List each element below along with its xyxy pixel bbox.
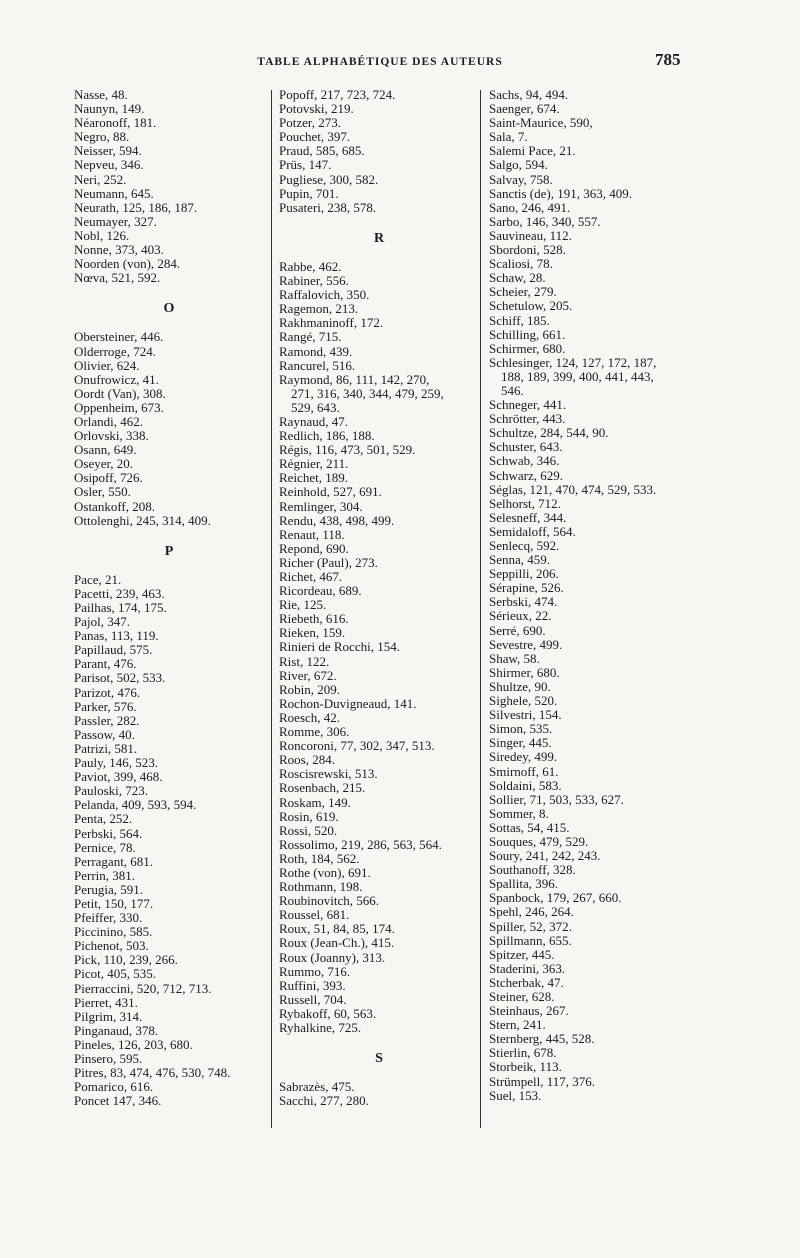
index-entry: Roth, 184, 562.	[279, 850, 360, 866]
index-entry: Renaut, 118.	[279, 526, 345, 542]
index-entry: Spehl, 246, 264.	[489, 904, 574, 920]
index-entry: Riebeth, 616.	[279, 611, 349, 627]
index-entry: Soldaini, 583.	[489, 777, 562, 793]
index-entry: Roesch, 42.	[279, 709, 341, 725]
index-entry: Ryhalkine, 725.	[279, 1020, 362, 1035]
index-entry: Rabbe, 462.	[279, 258, 342, 274]
index-entry: Oseyer, 20.	[74, 456, 134, 472]
index-entry: Ottolenghi, 245, 314, 409.	[74, 512, 211, 528]
index-entry: Schiff, 185.	[489, 312, 550, 328]
index-entry: Rieken, 159.	[279, 625, 346, 641]
index-entry: Sachs, 94, 494.	[489, 87, 569, 102]
index-entry: Schneger, 441.	[489, 397, 567, 413]
index-entry: Pick, 110, 239, 266.	[74, 952, 178, 968]
index-entry: Patrizi, 581.	[74, 740, 138, 756]
page-number: 785	[655, 50, 681, 69]
index-entry: 271, 316, 340, 344, 479, 259,	[291, 385, 444, 401]
index-entry: Olderroge, 724.	[74, 343, 156, 359]
index-entry: Ramond, 439.	[279, 343, 353, 359]
index-entry: Naunyn, 149.	[74, 101, 145, 117]
index-entry: Schilling, 661.	[489, 326, 566, 342]
index-entry: Senlecq, 592.	[489, 538, 560, 553]
index-entry: Sacchi, 277, 280.	[279, 1093, 369, 1109]
index-entry: Steinhaus, 267.	[489, 1003, 569, 1019]
section-heading-r: R	[373, 230, 385, 246]
index-entry: Ostankoff, 208.	[74, 498, 156, 514]
index-entry: Raffalovich, 350.	[279, 287, 370, 303]
section-heading-p: P	[164, 543, 174, 559]
index-entry: Pacetti, 239, 463.	[74, 585, 165, 601]
index-entry: Stierlin, 678.	[489, 1045, 557, 1061]
index-entry: Pace, 21.	[74, 571, 122, 587]
index-entry: Rie, 125.	[279, 597, 327, 613]
index-entry: Passow, 40.	[74, 726, 135, 742]
index-entry: Rothmann, 198.	[279, 879, 363, 895]
index-entry: Redlich, 186, 188.	[279, 428, 375, 444]
index-entry: Pineles, 126, 203, 680.	[74, 1036, 193, 1052]
entries-p	[74, 573, 264, 1109]
index-entry: Spitzer, 445.	[489, 946, 555, 962]
index-entry: Reichet, 189.	[279, 470, 348, 486]
index-entry: Pichenot, 503.	[74, 938, 149, 954]
index-entry: 529, 643.	[291, 399, 340, 415]
index-entry: Pinganaud, 378.	[74, 1022, 159, 1038]
index-entry: Pusateri, 238, 578.	[279, 199, 377, 215]
index-entry: Rothe (von), 691.	[279, 864, 371, 880]
index-entry: Praud, 585, 685.	[279, 143, 365, 159]
index-entry: Neumann, 645.	[74, 185, 154, 201]
index-entry: Repond, 690.	[279, 540, 349, 556]
index-entry: Roux, 51, 84, 85, 174.	[279, 921, 395, 937]
entries-s-cont	[489, 88, 704, 1103]
index-entry: Rist, 122.	[279, 653, 330, 669]
index-entry: Pajol, 347.	[74, 614, 130, 630]
index-entry: Rosenbach, 215.	[279, 780, 366, 796]
index-entry: Picot, 405, 535.	[74, 966, 156, 982]
index-entry: Orlovski, 338.	[74, 428, 149, 444]
index-entry: Pfeiffer, 330.	[74, 910, 143, 926]
index-entry: Robin, 209.	[279, 681, 341, 697]
index-entry: Schetulow, 205.	[489, 298, 573, 314]
running-header: TABLE ALPHABÉTIQUE DES AUTEURS	[257, 56, 503, 68]
index-entry: Osipoff, 726.	[74, 470, 143, 486]
index-entry: Rangé, 715.	[279, 329, 342, 345]
index-entry: Pierret, 431.	[74, 994, 138, 1010]
index-entry: Séglas, 121, 470, 474, 529, 533.	[489, 481, 657, 497]
index-entry: Shaw, 58.	[489, 650, 540, 666]
index-entry: Oordt (Van), 308.	[74, 385, 166, 401]
index-entry: Shultze, 90.	[489, 678, 551, 694]
index-entry: Schultze, 284, 544, 90.	[489, 425, 609, 441]
index-entry: Rendu, 438, 498, 499.	[279, 512, 395, 528]
index-entry: Nœva, 521, 592.	[74, 270, 161, 286]
index-entry: Siredey, 499.	[489, 749, 558, 765]
index-entry: Spanbock, 179, 267, 660.	[489, 890, 622, 906]
index-entry: Rossi, 520.	[279, 822, 338, 838]
index-entry: Pupin, 701.	[279, 185, 339, 201]
index-entry: Salvay, 758.	[489, 171, 553, 187]
index-entry: Sérapine, 526.	[489, 580, 564, 596]
index-entry: Neisser, 594.	[74, 143, 142, 159]
index-entry: Pugliese, 300, 582.	[279, 171, 379, 187]
index-entry: Schuster, 643.	[489, 439, 563, 455]
index-entry: Scaliosi, 78.	[489, 256, 553, 272]
index-entry: Piccinino, 585.	[74, 924, 153, 940]
index-entry: Ragemon, 213.	[279, 301, 359, 317]
index-entry: Perbski, 564.	[74, 825, 143, 841]
index-entry: Semidaloff, 564.	[489, 523, 576, 539]
index-entry: Sternberg, 445, 528.	[489, 1031, 595, 1047]
index-entry: Scheier, 279.	[489, 284, 557, 300]
index-entry: Pailhas, 174, 175.	[74, 600, 167, 615]
index-entry: Selesneff, 344.	[489, 509, 567, 525]
index-entry: Richer (Paul), 273.	[279, 554, 378, 570]
index-entry: Pauly, 146, 523.	[74, 755, 159, 771]
index-entry: Obersteiner, 446.	[74, 329, 164, 345]
index-entry: Singer, 445.	[489, 735, 552, 751]
index-entry: Soury, 241, 242, 243.	[489, 848, 601, 864]
index-entry: Néaronoff, 181.	[74, 115, 157, 131]
index-entry: Potzer, 273.	[279, 115, 341, 131]
index-entry: Steiner, 628.	[489, 989, 555, 1004]
index-entry: Staderini, 363.	[489, 960, 566, 976]
index-entry: Perragant, 681.	[74, 853, 154, 869]
index-entry: Sabrazès, 475.	[279, 1079, 355, 1095]
index-entry: Schwarz, 629.	[489, 467, 564, 483]
index-entry: Panas, 113, 119.	[74, 628, 159, 644]
index-entry: Stcherbak, 47.	[489, 974, 564, 990]
column-divider	[480, 90, 481, 1128]
index-entry: 546.	[501, 382, 524, 398]
index-entry: Neumayer, 327.	[74, 213, 157, 229]
index-entry: Salemi Pace, 21.	[489, 143, 576, 159]
index-entry: Olivier, 624.	[74, 357, 140, 373]
index-entry: Reinhold, 527, 691.	[279, 484, 382, 500]
index-entry: Schrötter, 443.	[489, 411, 566, 427]
index-entry: Silvestri, 154.	[489, 707, 562, 723]
index-entry: Sarbo, 146, 340, 557.	[489, 213, 601, 229]
index-entry: Suel, 153.	[489, 1087, 542, 1103]
index-entry: Prüs, 147.	[279, 157, 332, 173]
index-entry: Russell, 704.	[279, 991, 347, 1007]
entries-o	[74, 330, 264, 527]
index-entry: Saenger, 674.	[489, 101, 560, 117]
index-entry: Spallita, 396.	[489, 876, 558, 892]
index-entry: Rancurel, 516.	[279, 357, 356, 373]
index-column-2	[279, 88, 479, 1108]
index-entry: Neurath, 125, 186, 187.	[74, 199, 198, 215]
index-entry: Roncoroni, 77, 302, 347, 513.	[279, 738, 435, 754]
index-entry: Stern, 241.	[489, 1017, 546, 1033]
index-entry: Oppenheim, 673.	[74, 399, 164, 415]
section-heading-s: S	[375, 1051, 383, 1067]
index-entry: Perugia, 591.	[74, 881, 143, 897]
index-entry: Sbordoni, 528.	[489, 242, 566, 258]
index-column-1	[74, 88, 264, 1108]
index-entry: Serbski, 474.	[489, 594, 558, 610]
index-entry: Roskam, 149.	[279, 794, 351, 810]
index-entry: Schwab, 346.	[489, 453, 560, 469]
index-entry: Negro, 88.	[74, 129, 130, 145]
entries-s	[279, 1080, 479, 1108]
index-entry: Souques, 479, 529.	[489, 833, 589, 849]
index-entry: Richet, 467.	[279, 569, 343, 584]
index-entry: Potovski, 219.	[279, 101, 354, 117]
index-entry: Sommer, 8.	[489, 805, 549, 821]
index-entry: Sauvineau, 112.	[489, 227, 572, 243]
index-entry: Schaw, 28.	[489, 270, 546, 286]
entries-n	[74, 88, 264, 285]
index-entry: Paviot, 399, 468.	[74, 769, 163, 785]
index-entry: Pouchet, 397.	[279, 129, 351, 145]
index-entry: Nasse, 48.	[74, 87, 128, 102]
index-entry: Rummo, 716.	[279, 963, 351, 979]
index-entry: Nonne, 373, 403.	[74, 242, 164, 258]
index-entry: Parant, 476.	[74, 656, 137, 672]
index-entry: Roscisrewski, 513.	[279, 766, 378, 782]
index-entry: Osler, 550.	[74, 484, 131, 500]
index-entry: Sanctis (de), 191, 363, 409.	[489, 185, 632, 201]
index-entry: Sollier, 71, 503, 533, 627.	[489, 791, 624, 807]
index-entry: Parizot, 476.	[74, 684, 141, 700]
index-entry: Neri, 252.	[74, 171, 127, 187]
index-entry: Serré, 690.	[489, 622, 546, 638]
index-entry: Saint-Maurice, 590,	[489, 115, 593, 131]
index-entry: Rochon-Duvigneaud, 141.	[279, 695, 417, 711]
index-entry: Roussel, 681.	[279, 907, 350, 923]
section-heading-o: O	[163, 301, 175, 317]
index-entry: Osann, 649.	[74, 442, 137, 458]
index-entry: Raynaud, 47.	[279, 413, 348, 429]
index-entry: Remlinger, 304.	[279, 498, 363, 514]
index-entry: Sevestre, 499.	[489, 636, 563, 652]
index-entry: Papillaud, 575.	[74, 642, 153, 658]
index-entry: Southanoff, 328.	[489, 862, 576, 878]
index-entry: Schlesinger, 124, 127, 172, 187,	[489, 354, 657, 370]
index-entry: Roux (Joanny), 313.	[279, 949, 386, 965]
index-entry: Senna, 459.	[489, 552, 551, 568]
index-entry: Smirnoff, 61.	[489, 763, 559, 779]
index-entry: Roubinovitch, 566.	[279, 893, 380, 909]
index-entry: Rakhmaninoff, 172.	[279, 315, 384, 331]
index-entry: Rabiner, 556.	[279, 273, 349, 289]
index-entry: Onufrowicz, 41.	[74, 371, 159, 387]
index-entry: Seppilli, 206.	[489, 566, 559, 582]
index-entry: Perrin, 381.	[74, 867, 136, 883]
index-entry: Popoff, 217, 723, 724.	[279, 87, 396, 102]
entries-p-cont	[279, 88, 479, 215]
index-entry: Shirmer, 680.	[489, 664, 560, 680]
index-entry: Spillmann, 655.	[489, 932, 572, 948]
column-divider	[271, 90, 272, 1128]
index-entry: Rybakoff, 60, 563.	[279, 1005, 377, 1021]
index-entry: Pelanda, 409, 593, 594.	[74, 797, 197, 813]
index-entry: Nepveu, 346.	[74, 157, 144, 173]
entries-r	[279, 260, 479, 1035]
index-entry: Rosin, 619.	[279, 808, 339, 824]
index-entry: 188, 189, 399, 400, 441, 443,	[501, 368, 654, 384]
index-entry: Pierraccini, 520, 712, 713.	[74, 980, 212, 996]
index-entry: Parisot, 502, 533.	[74, 670, 166, 686]
index-entry: Schirmer, 680.	[489, 340, 566, 356]
index-entry: Pernice, 78.	[74, 839, 136, 855]
index-entry: Sérieux, 22.	[489, 608, 552, 624]
index-entry: Nobl, 126.	[74, 227, 130, 243]
index-entry: Spiller, 52, 372.	[489, 918, 572, 934]
index-entry: Sano, 246, 491.	[489, 199, 571, 215]
index-entry: Noorden (von), 284.	[74, 256, 181, 272]
index-entry: Roos, 284.	[279, 752, 335, 768]
index-entry: Simon, 535.	[489, 721, 553, 737]
index-entry: Pauloski, 723.	[74, 783, 149, 799]
index-entry: Romme, 306.	[279, 724, 350, 740]
index-entry: Selhorst, 712.	[489, 495, 561, 511]
index-entry: Petit, 150, 177.	[74, 895, 154, 911]
index-entry: Ruffini, 393.	[279, 977, 346, 993]
index-entry: Roux (Jean-Ch.), 415.	[279, 935, 395, 951]
index-entry: Pinsero, 595.	[74, 1051, 143, 1066]
index-entry: River, 672.	[279, 667, 337, 683]
index-entry: Poncet 147, 346.	[74, 1093, 162, 1109]
index-entry: Ricordeau, 689.	[279, 583, 362, 599]
index-entry: Pilgrim, 314.	[74, 1008, 143, 1024]
index-entry: Raymond, 86, 111, 142, 270,	[279, 371, 430, 387]
index-entry: Storbeik, 113.	[489, 1059, 562, 1075]
index-entry: Passler, 282.	[74, 712, 140, 728]
index-entry: Régnier, 211.	[279, 456, 349, 472]
index-entry: Régis, 116, 473, 501, 529.	[279, 442, 416, 458]
index-entry: Salgo, 594.	[489, 157, 548, 173]
index-entry: Rossolimo, 219, 286, 563, 564.	[279, 836, 442, 852]
index-entry: Sottas, 54, 415.	[489, 819, 570, 835]
index-entry: Sighele, 520.	[489, 693, 558, 709]
index-entry: Orlandi, 462.	[74, 413, 143, 429]
index-column-3	[489, 88, 704, 1103]
index-entry: Rinieri de Rocchi, 154.	[279, 639, 400, 655]
index-entry: Penta, 252.	[74, 811, 133, 827]
index-entry: Pitres, 83, 474, 476, 530, 748.	[74, 1065, 231, 1081]
index-entry: Parker, 576.	[74, 698, 137, 714]
index-entry: Pomarico, 616.	[74, 1079, 154, 1095]
index-entry: Sala, 7.	[489, 129, 528, 145]
index-entry: Strümpell, 117, 376.	[489, 1073, 596, 1089]
